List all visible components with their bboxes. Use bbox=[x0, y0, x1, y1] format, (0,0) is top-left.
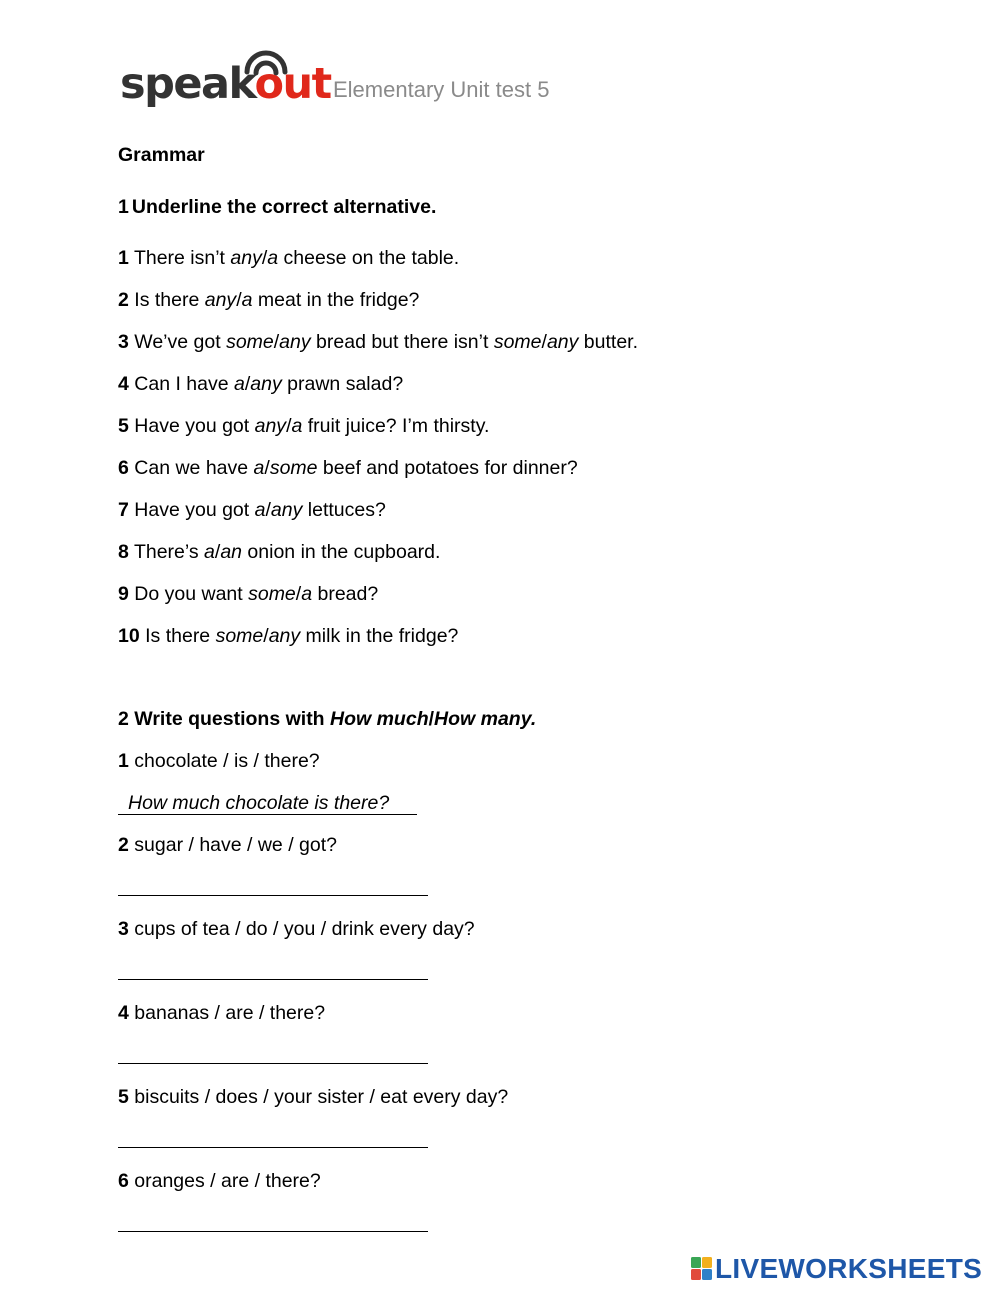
exercise1-item bbox=[118, 330, 638, 354]
item-text: Can we have bbox=[134, 457, 254, 479]
item-number: 5 bbox=[118, 1086, 129, 1108]
option-word[interactable]: a bbox=[204, 541, 215, 563]
test-subtitle: Elementary Unit test 5 bbox=[333, 77, 550, 102]
item-text: There isn’t bbox=[133, 247, 231, 269]
option-word[interactable]: some bbox=[226, 331, 274, 353]
exercise1-number: 1 bbox=[118, 196, 129, 218]
item-text: fruit juice? I’m thirsty. bbox=[302, 415, 490, 437]
exercise2-item bbox=[118, 917, 475, 941]
answer-line[interactable] bbox=[118, 1147, 428, 1148]
item-text: Is there bbox=[134, 289, 205, 311]
option-separator: / bbox=[273, 331, 280, 353]
logo-word-out: out bbox=[254, 59, 331, 109]
exercise1-item bbox=[118, 414, 489, 438]
item-prompt: sugar / have / we / got? bbox=[134, 834, 337, 856]
item-prompt: oranges / are / there? bbox=[134, 1170, 321, 1192]
item-text: We’ve got bbox=[134, 331, 227, 353]
item-number: 8 bbox=[118, 541, 129, 563]
option-word[interactable]: any bbox=[254, 415, 287, 437]
option-separator: / bbox=[261, 247, 268, 269]
instruction-italic: How many. bbox=[434, 708, 537, 730]
option-word[interactable]: a bbox=[254, 499, 266, 521]
option-word[interactable]: some bbox=[215, 625, 264, 647]
item-number: 3 bbox=[118, 331, 129, 353]
option-separator: / bbox=[214, 541, 221, 563]
exercise1-item bbox=[118, 372, 403, 396]
option-word[interactable]: some bbox=[493, 331, 542, 353]
item-number: 4 bbox=[118, 1002, 129, 1024]
exercise2-item bbox=[118, 1085, 508, 1109]
option-word[interactable]: some bbox=[248, 583, 296, 605]
exercise2-item bbox=[118, 1169, 321, 1193]
item-number: 4 bbox=[118, 373, 129, 395]
item-prompt: chocolate / is / there? bbox=[134, 750, 320, 772]
item-prompt: biscuits / does / your sister / eat every day? bbox=[134, 1086, 509, 1108]
item-text: prawn salad? bbox=[281, 373, 404, 395]
item-prompt: bananas / are / there? bbox=[134, 1002, 326, 1024]
item-number: 6 bbox=[118, 457, 129, 479]
item-text: cheese on the table. bbox=[278, 247, 460, 269]
item-text: lettuces? bbox=[302, 499, 386, 521]
item-text: Have you got bbox=[134, 499, 255, 521]
logo-word-speak: speak bbox=[120, 59, 255, 109]
exercise2-item bbox=[118, 749, 320, 773]
option-separator: / bbox=[263, 625, 269, 647]
option-word[interactable]: an bbox=[220, 541, 243, 563]
option-word[interactable]: a bbox=[234, 373, 245, 395]
option-word[interactable]: any bbox=[546, 331, 579, 353]
exercise2-item bbox=[118, 833, 337, 857]
logo-wordmark bbox=[120, 60, 331, 108]
item-text: Is there bbox=[145, 625, 216, 647]
option-word[interactable]: a bbox=[291, 415, 303, 437]
exercise2-item bbox=[118, 1001, 325, 1025]
exercise2-instruction bbox=[118, 707, 536, 731]
item-number: 2 bbox=[118, 834, 129, 856]
exercise1-item bbox=[118, 540, 440, 564]
item-number: 5 bbox=[118, 415, 129, 437]
brand-name: LIVEWORKSHEETS bbox=[715, 1253, 983, 1284]
item-number: 6 bbox=[118, 1170, 129, 1192]
instruction-italic: How much bbox=[330, 708, 429, 730]
exercise1-item bbox=[118, 288, 419, 312]
option-word[interactable]: some bbox=[269, 457, 318, 479]
instruction-text: Write questions with bbox=[134, 708, 331, 730]
option-word[interactable]: any bbox=[268, 625, 301, 647]
item-text: milk in the fridge? bbox=[300, 625, 459, 647]
exercise1-instruction bbox=[118, 195, 436, 219]
exercise1-item bbox=[118, 246, 459, 270]
exercise1-instruction-text: Underline the correct alternative. bbox=[131, 196, 437, 218]
option-separator: / bbox=[541, 331, 547, 353]
answer-line[interactable] bbox=[118, 1063, 428, 1064]
item-text: There’s bbox=[133, 541, 205, 563]
option-separator: / bbox=[244, 373, 251, 395]
exercise1-item bbox=[118, 456, 578, 480]
option-word[interactable]: any bbox=[250, 373, 282, 395]
option-word[interactable]: a bbox=[301, 583, 313, 605]
answer-line[interactable] bbox=[118, 895, 428, 896]
exercise2-number: 2 bbox=[118, 708, 129, 730]
item-text: bread but there isn’t bbox=[310, 331, 494, 353]
item-text: bread? bbox=[312, 583, 379, 605]
item-text: butter. bbox=[578, 331, 639, 353]
option-word[interactable]: any bbox=[204, 289, 237, 311]
item-number: 7 bbox=[118, 499, 129, 521]
speakout-logo bbox=[120, 46, 335, 112]
item-number: 3 bbox=[118, 918, 129, 940]
option-separator: / bbox=[264, 457, 270, 479]
option-separator: / bbox=[265, 499, 271, 521]
option-word[interactable]: a bbox=[253, 457, 265, 479]
answer-line[interactable] bbox=[118, 1231, 428, 1232]
option-word[interactable]: any bbox=[270, 499, 303, 521]
item-number: 10 bbox=[118, 625, 140, 647]
item-text: Can I have bbox=[134, 373, 235, 395]
example-answer: How much chocolate is there? bbox=[118, 791, 417, 815]
option-separator: / bbox=[295, 583, 302, 605]
option-word[interactable]: any bbox=[230, 247, 262, 269]
item-prompt: cups of tea / do / you / drink every day? bbox=[134, 918, 475, 940]
section-title: Grammar bbox=[118, 144, 205, 166]
item-text: Have you got bbox=[134, 415, 255, 437]
item-number: 1 bbox=[118, 247, 129, 269]
option-separator: / bbox=[286, 415, 292, 437]
item-text: beef and potatoes for dinner? bbox=[317, 457, 578, 479]
answer-line[interactable] bbox=[118, 979, 428, 980]
instruction-slash: / bbox=[428, 708, 435, 730]
item-text: onion in the cupboard. bbox=[242, 541, 441, 563]
exercise1-item bbox=[118, 624, 458, 648]
option-word[interactable]: a bbox=[267, 247, 279, 269]
option-separator: / bbox=[236, 289, 242, 311]
item-number: 1 bbox=[118, 750, 129, 772]
exercise1-item bbox=[118, 498, 386, 522]
exercise1-item bbox=[118, 582, 378, 606]
live-blocks-icon bbox=[691, 1257, 713, 1281]
item-text: meat in the fridge? bbox=[252, 289, 420, 311]
item-number: 9 bbox=[118, 583, 129, 605]
item-number: 2 bbox=[118, 289, 129, 311]
option-word[interactable]: any bbox=[279, 331, 311, 353]
option-word[interactable]: a bbox=[241, 289, 253, 311]
item-text: Do you want bbox=[134, 583, 249, 605]
